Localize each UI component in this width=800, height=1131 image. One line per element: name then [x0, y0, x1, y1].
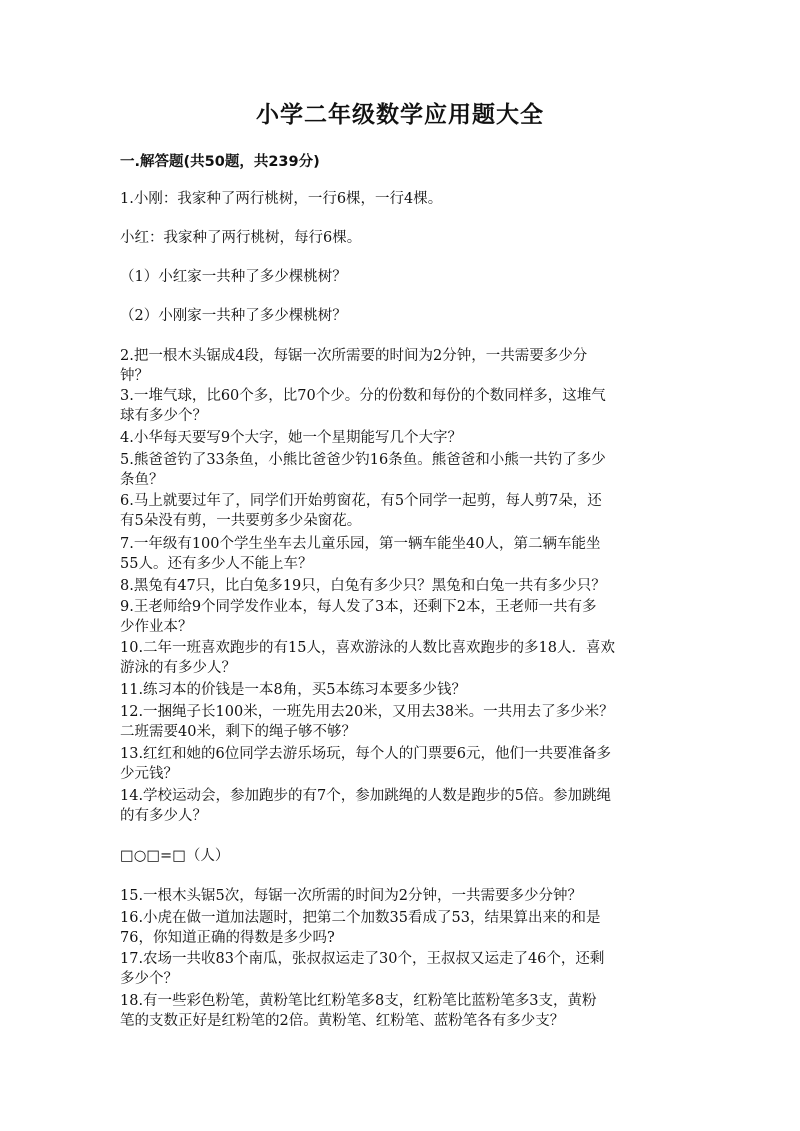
- question-line: 少元钱？: [120, 766, 178, 782]
- page-title: 小学二年级数学应用题大全: [256, 102, 544, 128]
- question-line: 55人。还有多少人不能上车？: [120, 556, 313, 572]
- question-line: 9.王老师给9个同学发作业本，每人发了3本，还剩下2本，王老师一共有多: [120, 599, 597, 615]
- question-line: 多少个？: [120, 971, 178, 987]
- question-line: 笔的支数正好是红粉笔的2倍。黄粉笔、红粉笔、蓝粉笔各有多少支？: [120, 1013, 565, 1029]
- question-line: 7.一年级有100个学生坐车去儿童乐园，第一辆车能坐40人，第二辆车能坐: [120, 536, 601, 552]
- question-line: 10.二年一班喜欢跑步的有15人，喜欢游泳的人数比喜欢跑步的多18人．喜欢: [120, 640, 615, 656]
- question-line: 12.一捆绳子长100米，一班先用去20米，又用去38米。一共用去了多少米？: [120, 704, 614, 720]
- question-line: （2）小刚家一共种了多少棵桃树？: [120, 308, 347, 324]
- question-line: （1）小红家一共种了多少棵桃树？: [120, 269, 347, 285]
- question-line: 11.练习本的价钱是一本8角，买5本练习本要多少钱？: [120, 682, 467, 698]
- question-line: 小红：我家种了两行桃树，每行6棵。: [120, 230, 362, 246]
- question-line: 条鱼？: [120, 472, 164, 488]
- question-line: 6.马上就要过年了，同学们开始剪窗花，有5个同学一起剪，每人剪7朵，还: [120, 493, 602, 509]
- question-line: 球有多少个？: [120, 408, 207, 424]
- question-line: 3.一堆气球，比60个多，比70个少。分的份数和每份的个数同样多，这堆气: [120, 388, 606, 404]
- question-line: □○□=□（人）: [120, 848, 230, 864]
- question-line: 15.一根木头锯5次，每锯一次所需的时间为2分钟，一共需要多少分钟？: [120, 888, 583, 904]
- question-line: 18.有一些彩色粉笔，黄粉笔比红粉笔多8支，红粉笔比蓝粉笔多3支，黄粉: [120, 993, 597, 1009]
- question-line: 8.黑兔有47只，比白兔多19只，白兔有多少只？黑兔和白兔一共有多少只？: [120, 578, 606, 594]
- question-line: 钟？: [120, 368, 149, 384]
- question-line: 游泳的有多少人？: [120, 660, 236, 676]
- question-line: 有5朵没有剪，一共要剪多少朵窗花。: [120, 513, 362, 529]
- question-line: 的有多少人？: [120, 808, 207, 824]
- question-line: 16.小虎在做一道加法题时，把第二个加数35看成了53，结果算出来的和是: [120, 910, 601, 926]
- question-line: 少作业本？: [120, 619, 193, 635]
- question-line: 4.小华每天要写9个大字，她一个星期能写几个大字？: [120, 430, 463, 446]
- question-line: 17.农场一共收83个南瓜，张叔叔运走了30个，王叔叔又运走了46个，还剩: [120, 951, 605, 967]
- question-line: 5.熊爸爸钓了33条鱼，小熊比爸爸少钓16条鱼。熊爸爸和小熊一共钓了多少: [120, 452, 606, 468]
- question-line: 14.学校运动会，参加跑步的有7个，参加跳绳的人数是跑步的5倍。参加跳绳: [120, 788, 612, 804]
- section-heading: 一.解答题(共50题，共239分): [120, 154, 320, 170]
- question-line: 13.红红和她的6位同学去游乐场玩，每个人的门票要6元，他们一共要准备多: [120, 746, 612, 762]
- question-line: 76，你知道正确的得数是多少吗?: [120, 930, 335, 946]
- question-line: 1.小刚：我家种了两行桃树，一行6棵，一行4棵。: [120, 191, 443, 207]
- question-line: 二班需要40米，剩下的绳子够不够？: [120, 724, 356, 740]
- question-line: 2.把一根木头锯成4段，每锯一次所需要的时间为2分钟，一共需要多少分: [120, 348, 588, 364]
